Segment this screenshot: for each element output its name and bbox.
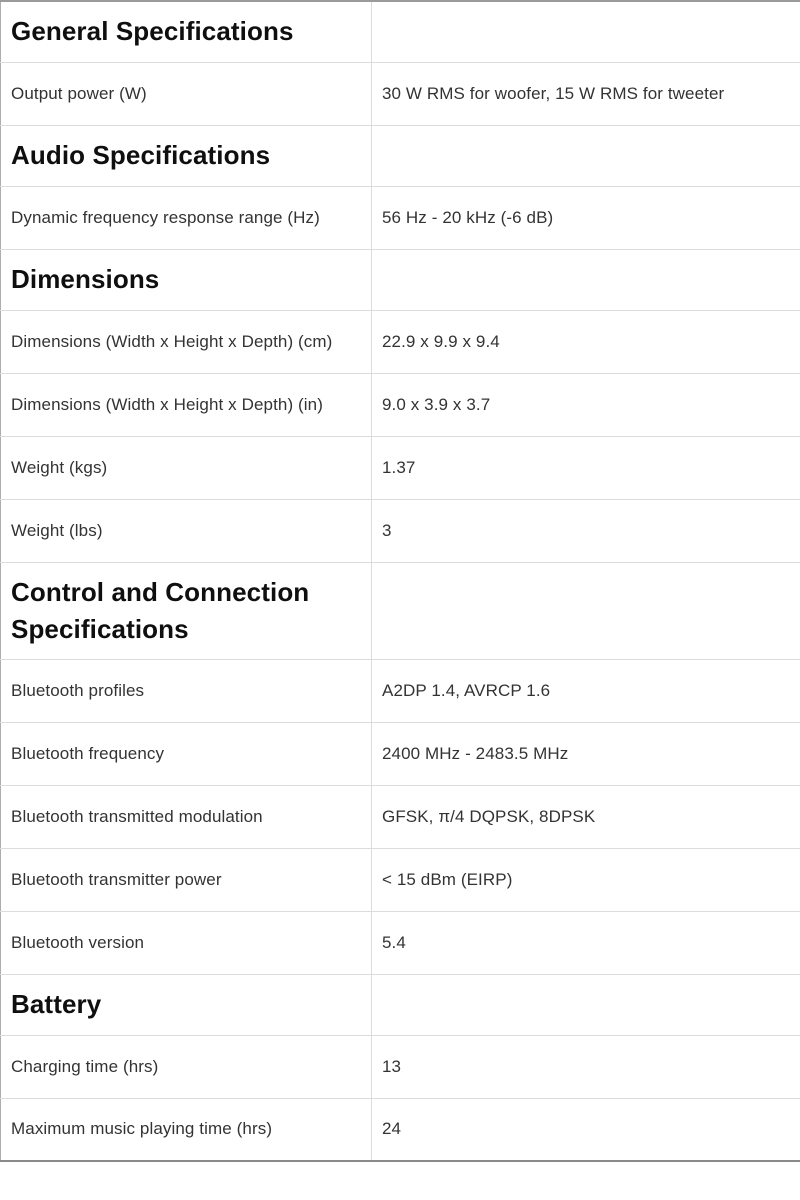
spec-label: Weight (kgs) [1,436,372,499]
spec-row [1,499,800,562]
spec-row [1,310,800,373]
spec-label: Maximum music playing time (hrs) [1,1098,372,1161]
spec-value: 24 [372,1098,800,1161]
spec-label: Bluetooth version [1,911,372,974]
spec-label: Dimensions (Width x Height x Depth) (in) [1,373,372,436]
spec-value: 1.37 [372,436,800,499]
spec-row [1,373,800,436]
spec-value: 5.4 [372,911,800,974]
spec-row [1,1098,800,1161]
section-header-row [1,1,800,62]
spec-label: Dynamic frequency response range (Hz) [1,186,372,249]
spec-label: Bluetooth frequency [1,722,372,785]
spec-row [1,848,800,911]
spec-value: 13 [372,1035,800,1098]
section-header-empty-cell [372,249,800,310]
section-header-row [1,125,800,186]
spec-value: 9.0 x 3.9 x 3.7 [372,373,800,436]
spec-row [1,186,800,249]
spec-label: Dimensions (Width x Height x Depth) (cm) [1,310,372,373]
section-header-row [1,249,800,310]
section-header-empty-cell [372,562,800,659]
spec-row [1,659,800,722]
section-header: General Specifications [1,1,372,62]
spec-value: 56 Hz - 20 kHz (-6 dB) [372,186,800,249]
spec-label: Charging time (hrs) [1,1035,372,1098]
spec-row [1,722,800,785]
section-header-empty-cell [372,1,800,62]
spec-value: A2DP 1.4, AVRCP 1.6 [372,659,800,722]
spec-label: Weight (lbs) [1,499,372,562]
spec-row [1,1035,800,1098]
spec-label: Output power (W) [1,62,372,125]
section-header: Dimensions [1,249,372,310]
section-header: Audio Specifications [1,125,372,186]
section-header: Control and Connection Specifications [1,562,372,659]
spec-value: 2400 MHz - 2483.5 MHz [372,722,800,785]
section-header-empty-cell [372,974,800,1035]
spec-value: GFSK, π/4 DQPSK, 8DPSK [372,785,800,848]
spec-value: 30 W RMS for woofer, 15 W RMS for tweeter [372,62,800,125]
spec-row [1,785,800,848]
spec-label: Bluetooth transmitted modulation [1,785,372,848]
spec-row [1,62,800,125]
section-header-empty-cell [372,125,800,186]
spec-label: Bluetooth profiles [1,659,372,722]
spec-row [1,911,800,974]
spec-label: Bluetooth transmitter power [1,848,372,911]
section-header-row [1,974,800,1035]
spec-value: < 15 dBm (EIRP) [372,848,800,911]
spec-row [1,436,800,499]
spec-value: 22.9 x 9.9 x 9.4 [372,310,800,373]
section-header: Battery [1,974,372,1035]
spec-value: 3 [372,499,800,562]
section-header-row [1,562,800,659]
